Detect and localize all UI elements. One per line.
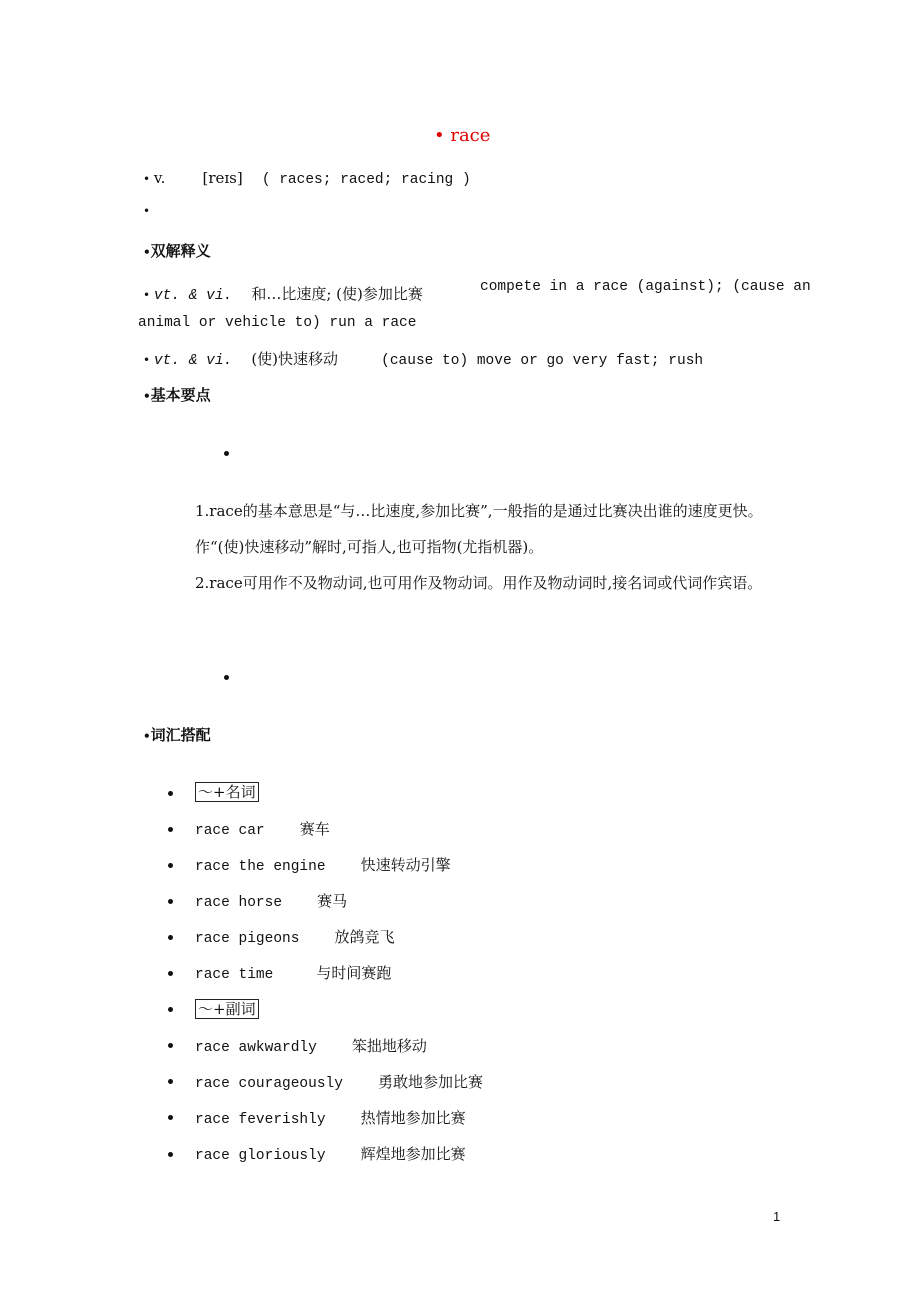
collocation-zh: 赛车: [299, 820, 330, 838]
collocation-zh: 笨拙地移动: [351, 1037, 427, 1055]
collocation-en: race time: [195, 967, 274, 983]
collocation-zh: 热情地参加比赛: [360, 1109, 466, 1127]
list-bullet: [168, 1115, 173, 1120]
meaning-1: • vt. & vi. 和…比速度; (使)参加比赛: [143, 285, 423, 304]
collocation-item: [195, 962, 391, 983]
list-bullet: [168, 899, 173, 904]
list-bullet: [168, 1043, 173, 1048]
group-header-label: ～+名词: [195, 782, 259, 802]
section-label: 双解释义: [150, 242, 211, 260]
list-bullet: [224, 675, 229, 680]
meaning-zh: (使)快速移动: [251, 350, 339, 368]
title-word: race: [450, 125, 491, 146]
collocation-en: race courageously: [195, 1076, 343, 1092]
meaning-en: (cause to) move or go very fast; rush: [381, 353, 704, 369]
meaning-2: • vt. & vi. (使)快速移动 (cause to) move or go very fast; rush: [143, 350, 704, 369]
collocation-zh: 快速转动引擎: [360, 856, 451, 874]
collocation-zh: 辉煌地参加比赛: [360, 1145, 466, 1163]
collocation-item: [195, 1143, 466, 1164]
section-label: 基本要点: [150, 386, 211, 404]
list-bullet: [168, 935, 173, 940]
collocation-item: [195, 890, 347, 911]
collocation-en: race the engine: [195, 859, 326, 875]
collocation-group-header: [195, 781, 259, 802]
list-bullet: [168, 1079, 173, 1084]
list-bullet: [168, 827, 173, 832]
meaning-pos: vt. & vi.: [153, 288, 233, 304]
collocation-en: race car: [195, 823, 265, 839]
section-collocations: •词汇搭配: [143, 726, 211, 744]
collocation-item: [195, 926, 395, 947]
group-header-label: ～+副词: [195, 999, 259, 1019]
list-bullet: [224, 451, 229, 456]
collocation-item: [195, 1071, 483, 1092]
collocation-zh: 放鸽竞飞: [334, 928, 395, 946]
collocation-item: [195, 818, 330, 839]
page-number: 1: [773, 1209, 781, 1224]
collocation-group-header: [195, 998, 259, 1019]
collocation-item: [195, 854, 451, 875]
collocation-en: race awkwardly: [195, 1040, 317, 1056]
section-label: 词汇搭配: [150, 726, 211, 744]
collocation-zh: 勇敢地参加比赛: [378, 1073, 484, 1091]
key-point-1: 1.race的基本意思是“与…比速度,参加比赛”,一般指的是通过比赛决出谁的速度更快。作“(使)快速移动”解时,可指人,也可指物(尤指机器)。: [195, 502, 763, 556]
collocation-en: race horse: [195, 895, 283, 911]
meaning-1-en-line1: compete in a race (against); (cause an: [480, 279, 811, 295]
section-dual-meaning: •双解释义: [143, 242, 211, 260]
collocation-zh: 与时间赛跑: [316, 964, 392, 982]
collocation-en: race gloriously: [195, 1148, 326, 1164]
collocation-en: race feverishly: [195, 1112, 326, 1128]
collocation-item: [195, 1107, 466, 1128]
empty-bullet: •: [143, 204, 151, 218]
meaning-pos: vt. & vi.: [153, 353, 233, 369]
pos-label: v.: [153, 169, 166, 187]
collocation-item: [195, 1035, 427, 1056]
title-bullet: •: [434, 125, 451, 146]
collocation-en: race pigeons: [195, 931, 300, 947]
list-bullet: [168, 791, 173, 796]
section-key-points: •基本要点: [143, 386, 211, 404]
list-bullet: [168, 1007, 173, 1012]
list-bullet: [168, 971, 173, 976]
meaning-1-en-line2: animal or vehicle to) run a race: [138, 315, 417, 331]
meaning-zh: 和…比速度; (使)参加比赛: [251, 285, 423, 303]
phonetic: [reɪs]: [202, 169, 243, 187]
word-forms: ( races; raced; racing ): [261, 172, 471, 188]
list-bullet: [168, 863, 173, 868]
collocation-zh: 赛马: [317, 892, 348, 910]
pos-line: • v. [reɪs] ( races; raced; racing ): [143, 169, 471, 188]
entry-title: [434, 125, 490, 146]
key-point-2: 2.race可用作不及物动词,也可用作及物动词。用作及物动词时,接名词或代词作宾语。: [195, 574, 763, 592]
list-bullet: [168, 1152, 173, 1157]
